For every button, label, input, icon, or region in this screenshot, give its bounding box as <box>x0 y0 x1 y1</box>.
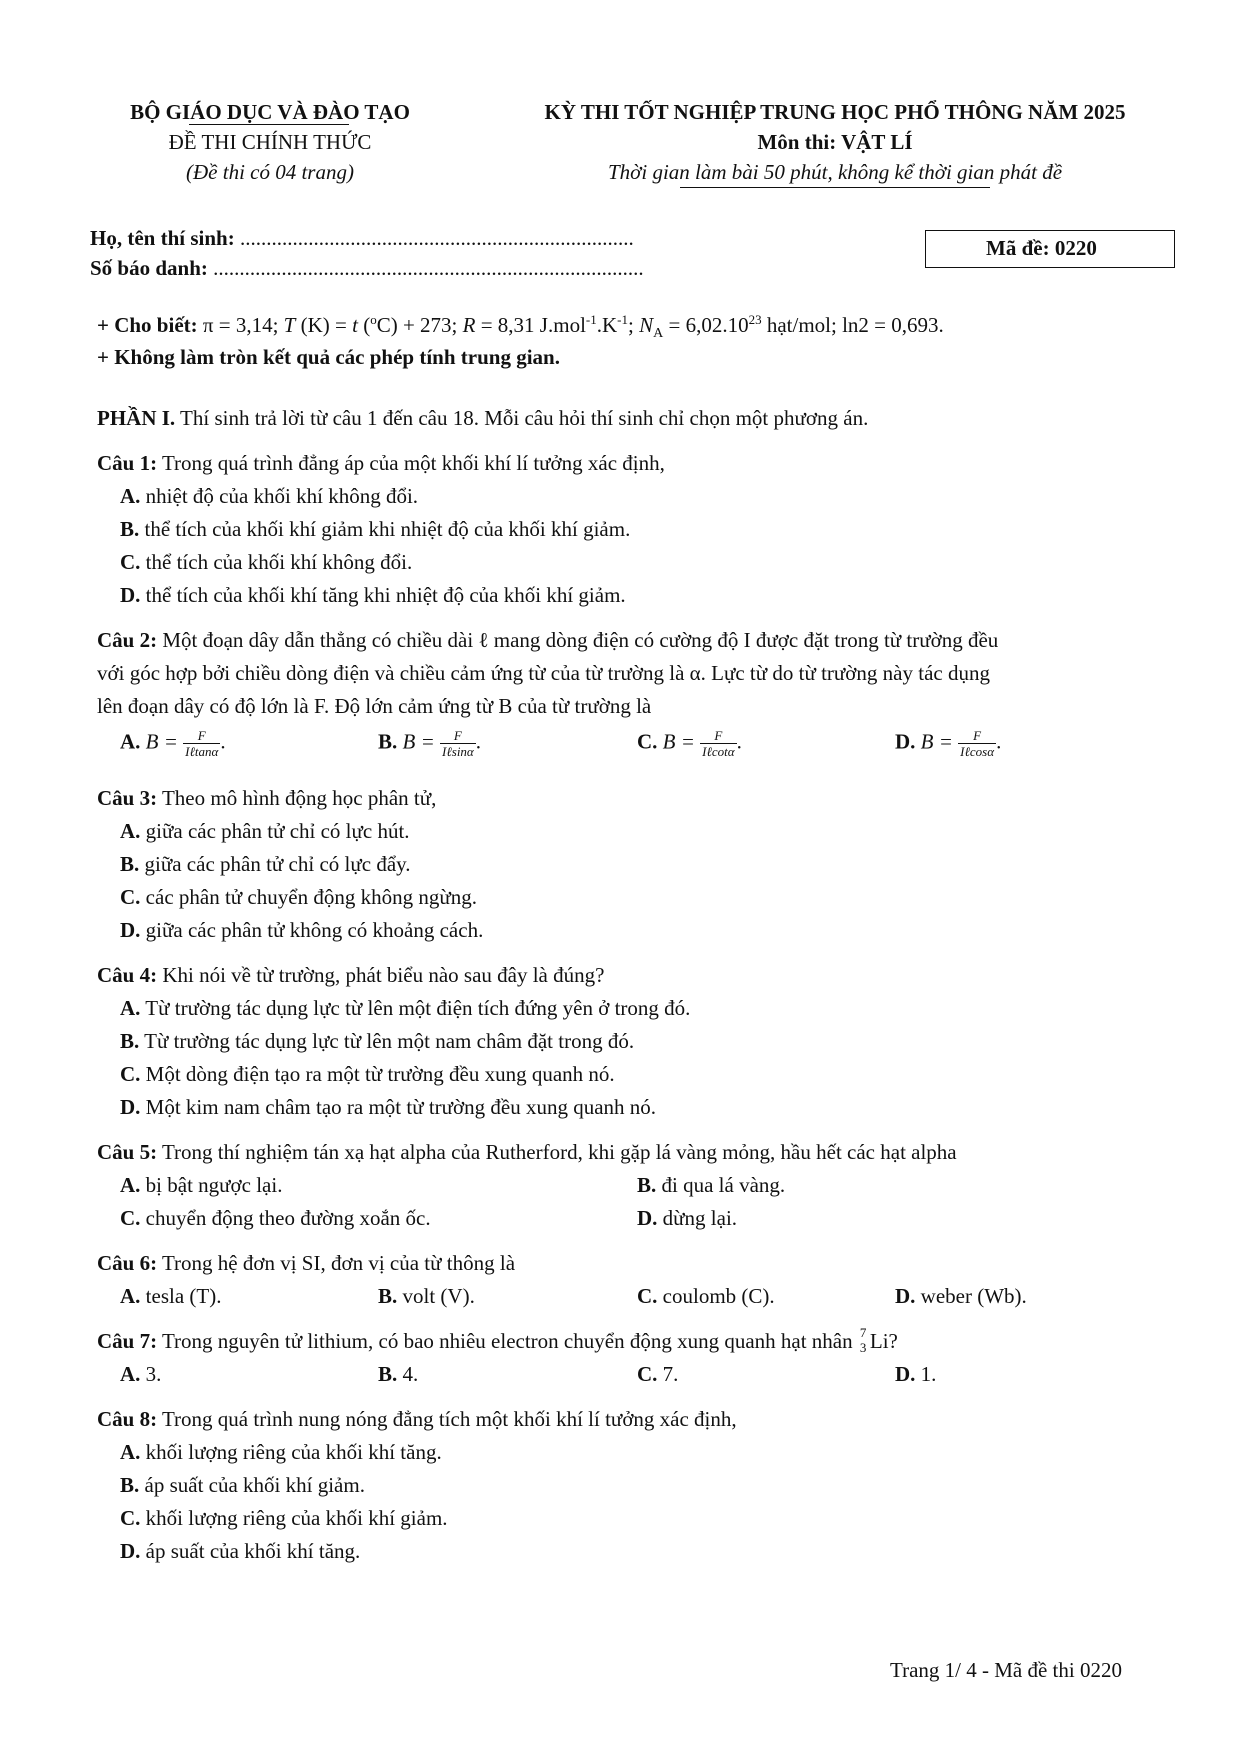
time-note: Thời gian làm bài 50 phút, không kể thời gian phát đề <box>607 160 1063 184</box>
given-text-f: .K <box>596 313 618 337</box>
page-footer: Trang 1/ 4 - Mã đề thi 0220 <box>890 1658 1122 1682</box>
lithium-symbol: Li? <box>869 1329 898 1353</box>
time-underline <box>680 187 990 188</box>
candidate-id-label: Số báo danh: <box>90 256 208 280</box>
q3-option-a[interactable]: A. giữa các phân tử chỉ có lực hút. <box>120 819 410 843</box>
given-text-e: = 8,31 J.mol <box>475 313 586 337</box>
given-text-h: = 6,02.10 <box>663 313 749 337</box>
given-text-b: (K) = <box>295 313 353 337</box>
question-number: Câu 1: <box>97 451 158 475</box>
q3-option-d[interactable]: D. giữa các phân tử không có khoảng cách. <box>120 918 484 942</box>
question-number: Câu 6: <box>97 1251 158 1275</box>
q2-option-b[interactable]: B. B = $\frac{F}{\text{Iℓsinα}}$ . <box>378 728 482 759</box>
given-exp-23: 23 <box>748 312 762 327</box>
q6-option-c[interactable]: C. coulomb (C). <box>637 1284 775 1308</box>
q8-option-d[interactable]: D. áp suất của khối khí tăng. <box>120 1539 361 1563</box>
given-exp-mol: -1 <box>585 312 597 327</box>
candidate-name-row <box>90 226 634 251</box>
q3-option-b[interactable]: B. giữa các phân tử chỉ có lực đẩy. <box>120 852 411 876</box>
question-5 <box>97 1140 957 1165</box>
q1-option-b[interactable]: B. thể tích của khối khí giảm khi nhiệt độ của khối khí giảm. <box>120 517 631 541</box>
q6-option-d[interactable]: D. weber (Wb). <box>895 1284 1027 1308</box>
no-rounding-note: + Không làm tròn kết quả các phép tính trung gian. <box>97 345 560 369</box>
question-number: Câu 5: <box>97 1140 158 1164</box>
exam-code-box <box>925 230 1175 268</box>
pages-note: (Đề thi có 04 trang) <box>186 160 354 184</box>
question-text: Khi nói về từ trường, phát biểu nào sau đây là đúng? <box>157 963 605 987</box>
given-constants <box>97 312 944 342</box>
question-number: Câu 4: <box>97 963 158 987</box>
given-t: t <box>352 313 358 337</box>
question-2-line2: với góc hợp bởi chiều dòng điện và chiều cảm ứng từ của từ trường là α. Lực từ do từ trường này tác dụng <box>97 661 990 685</box>
given-text-i: hạt/mol; ln2 = 0,693. <box>761 313 944 337</box>
q5-option-a[interactable]: A. bị bật ngược lại. <box>120 1173 283 1197</box>
candidate-name-dots: ........................................................................... <box>239 226 634 250</box>
given-prefix: + Cho biết: <box>97 313 198 337</box>
part1-text: Thí sinh trả lời từ câu 1 đến câu 18. Mỗi câu hỏi thí sinh chỉ chọn một phương án. <box>175 406 869 430</box>
official-label: ĐỀ THI CHÍNH THỨC <box>168 130 372 154</box>
exam-title: KỲ THI TỐT NGHIỆP TRUNG HỌC PHỔ THÔNG NĂM 2025 <box>544 100 1126 124</box>
q8-option-c[interactable]: C. khối lượng riêng của khối khí giảm. <box>120 1506 448 1530</box>
given-NA-sub: A <box>653 326 664 342</box>
q2-option-d[interactable]: D. B = $\frac{F}{\text{Iℓcosα}}$ . <box>895 728 1002 759</box>
given-T: T <box>283 313 296 337</box>
given-degree: o <box>370 312 377 327</box>
q1-option-a[interactable]: A. nhiệt độ của khối khí không đổi. <box>120 484 419 508</box>
question-4 <box>97 963 604 988</box>
q2-option-c[interactable]: C. B = $\frac{F}{\text{Iℓcotα}}$ . <box>637 728 742 759</box>
given-pi: π = 3,14; <box>197 313 284 337</box>
q7-option-d[interactable]: D. 1. <box>895 1362 937 1386</box>
q7-option-c[interactable]: C. 7. <box>637 1362 679 1386</box>
q1-option-d[interactable]: D. thể tích của khối khí tăng khi nhiệt độ của khối khí giảm. <box>120 583 626 607</box>
q4-option-b[interactable]: B. Từ trường tác dụng lực từ lên một nam châm đặt trong đó. <box>120 1029 635 1053</box>
given-exp-k: -1 <box>617 312 629 327</box>
part1-title: PHẦN I. <box>97 406 176 430</box>
question-2-line3: lên đoạn dây có độ lớn là F. Độ lớn cảm ứng từ B của từ trường là <box>97 694 652 718</box>
candidate-id-row <box>90 256 644 281</box>
q5-option-d[interactable]: D. dừng lại. <box>637 1206 738 1230</box>
q7-option-b[interactable]: B. 4. <box>378 1362 419 1386</box>
question-text: Theo mô hình động học phân tử, <box>157 786 437 810</box>
question-text: Trong thí nghiệm tán xạ hạt alpha của Rutherford, khi gặp lá vàng mỏng, hầu hết các hạt alpha <box>157 1140 957 1164</box>
candidate-name-label: Họ, tên thí sinh: <box>90 226 235 250</box>
q6-option-b[interactable]: B. volt (V). <box>378 1284 475 1308</box>
q6-option-a[interactable]: A. tesla (T). <box>120 1284 222 1308</box>
q1-option-c[interactable]: C. thể tích của khối khí không đổi. <box>120 550 413 574</box>
question-text: Trong quá trình nung nóng đẳng tích một khối khí lí tưởng xác định, <box>157 1407 737 1431</box>
given-text-c: ( <box>357 313 371 337</box>
given-R: R <box>462 313 476 337</box>
candidate-id-dots: .................................................................................. <box>213 256 644 280</box>
question-1 <box>97 451 665 476</box>
lithium-nuclide: 7 3 <box>859 1325 867 1355</box>
question-number: Câu 3: <box>97 786 158 810</box>
ministry-name: BỘ GIÁO DỤC VÀ ĐÀO TẠO <box>130 100 410 124</box>
given-text-d: C) + 273; <box>376 313 463 337</box>
q3-option-c[interactable]: C. các phân tử chuyển động không ngừng. <box>120 885 477 909</box>
q4-option-d[interactable]: D. Một kim nam châm tạo ra một từ trường đều xung quanh nó. <box>120 1095 657 1119</box>
q2-option-a[interactable]: A. B = $\frac{F}{\text{Iℓtanα}}$ . <box>120 728 226 759</box>
question-7 <box>97 1325 898 1355</box>
q5-option-c[interactable]: C. chuyển động theo đường xoắn ốc. <box>120 1206 431 1230</box>
given-NA: N <box>639 313 654 337</box>
q4-option-a[interactable]: A. Từ trường tác dụng lực từ lên một điện tích đứng yên ở trong đó. <box>120 996 691 1020</box>
question-number: Câu 2: <box>97 628 158 652</box>
q4-option-c[interactable]: C. Một dòng điện tạo ra một từ trường đều xung quanh nó. <box>120 1062 615 1086</box>
question-6 <box>97 1251 515 1276</box>
part1-heading <box>97 406 868 431</box>
question-3 <box>97 786 436 811</box>
ministry-underline <box>189 124 349 125</box>
question-text: Trong quá trình đẳng áp của một khối khí lí tưởng xác định, <box>157 451 665 475</box>
question-number: Câu 8: <box>97 1407 158 1431</box>
question-text: Một đoạn dây dẫn thẳng có chiều dài ℓ mang dòng điện có cường độ I được đặt trong từ trường đều <box>157 628 999 652</box>
question-text: Trong hệ đơn vị SI, đơn vị của từ thông là <box>157 1251 516 1275</box>
exam-code-label: Mã đề: 0220 <box>986 236 1097 260</box>
question-number: Câu 7: <box>97 1329 158 1353</box>
subject-line: Môn thi: VẬT LÍ <box>757 130 913 154</box>
q5-option-b[interactable]: B. đi qua lá vàng. <box>637 1173 786 1197</box>
question-2 <box>97 628 998 653</box>
question-text: Trong nguyên tử lithium, có bao nhiêu electron chuyển động xung quanh hạt nhân <box>157 1329 858 1353</box>
q8-option-b[interactable]: B. áp suất của khối khí giảm. <box>120 1473 365 1497</box>
q8-option-a[interactable]: A. khối lượng riêng của khối khí tăng. <box>120 1440 442 1464</box>
question-8 <box>97 1407 737 1432</box>
q7-option-a[interactable]: A. 3. <box>120 1362 162 1386</box>
given-text-g: ; <box>628 313 640 337</box>
